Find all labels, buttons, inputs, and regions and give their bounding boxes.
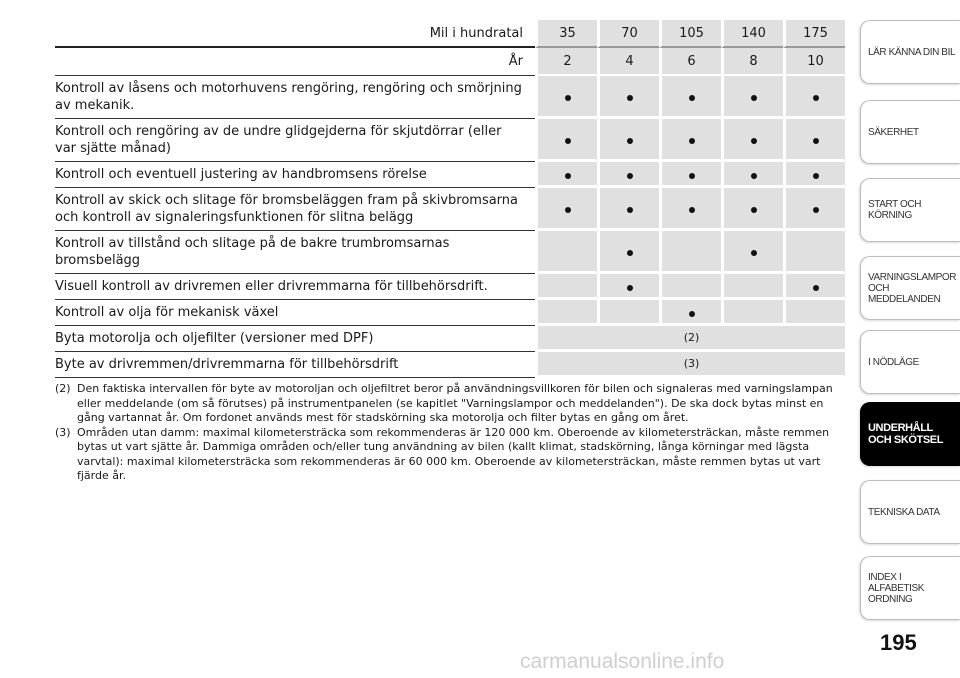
maintenance-content: [55, 20, 845, 484]
schedule-cell: [721, 274, 783, 300]
chapter-tab[interactable]: [860, 20, 960, 84]
maintenance-schedule-table: [55, 20, 845, 378]
chapter-tab-label: START OCH KÖRNING: [868, 199, 922, 221]
schedule-cell: [659, 188, 721, 231]
bullet-icon: [751, 138, 757, 144]
schedule-cell: [597, 162, 659, 188]
header-distance-value: 105: [659, 20, 721, 48]
bullet-icon: [689, 311, 695, 317]
chapter-tab[interactable]: [860, 256, 960, 320]
chapter-tab-label: TEKNISKA DATA: [868, 506, 940, 518]
schedule-cell: [783, 76, 845, 119]
schedule-cell: [783, 188, 845, 231]
schedule-body: [55, 76, 845, 378]
schedule-cell: [659, 231, 721, 274]
schedule-row: [55, 231, 845, 274]
chapter-tab[interactable]: [860, 100, 960, 164]
bullet-icon: [751, 95, 757, 101]
schedule-cell: [783, 119, 845, 162]
chapter-tab-label: UNDERHÅLL OCH SKÖTSEL: [868, 422, 944, 446]
footnotes: [55, 382, 845, 484]
bullet-icon: [813, 173, 819, 179]
schedule-cell: [721, 119, 783, 162]
watermark: carmanualsonline.info: [520, 650, 725, 673]
bullet-icon: [565, 95, 571, 101]
schedule-cell: [659, 76, 721, 119]
bullet-icon: [813, 285, 819, 291]
header-year-label: År: [55, 48, 535, 76]
chapter-tab[interactable]: [860, 402, 960, 466]
bullet-icon: [627, 285, 633, 291]
chapter-tab-label: I NÖDLÄGE: [868, 356, 919, 368]
footnote-text: Områden utan damm: maximal kilometersträcka som rekommenderas är 120 000 km. Oberoende av kilometersträckan, måste remmen bytas ut vart sjätte år. Dammiga områden och/eller tung användning av bilen (kallt klimat, stadskörning, långa körningar med lägsta varvtal): maximal kilometersträcka som rekommenderas är 60 000 km. Oberoende av kilometersträckan, måste remmen bytas ut vart fjärde år.: [77, 425, 830, 482]
header-distance-value: 35: [535, 20, 597, 48]
bullet-icon: [813, 95, 819, 101]
schedule-cell: [783, 162, 845, 188]
chapter-tab[interactable]: [860, 480, 960, 544]
schedule-footnote-ref: (2): [535, 326, 845, 352]
schedule-cell: [535, 274, 597, 300]
header-distance-label: Mil i hundratal: [55, 20, 535, 48]
header-year-value: 8: [721, 48, 783, 76]
header-year-value: 4: [597, 48, 659, 76]
schedule-cell: [659, 162, 721, 188]
schedule-row-label: Byta motorolja och oljefilter (versioner med DPF): [55, 326, 535, 352]
bullet-icon: [565, 138, 571, 144]
chapter-tab[interactable]: [860, 178, 960, 242]
bullet-icon: [565, 207, 571, 213]
schedule-cell: [535, 300, 597, 326]
header-distance-value: 70: [597, 20, 659, 48]
bullet-icon: [689, 173, 695, 179]
bullet-icon: [627, 95, 633, 101]
bullet-icon: [627, 207, 633, 213]
schedule-cell: [597, 119, 659, 162]
schedule-row-label: Kontroll och rengöring av de undre glidgejderna för skjutdörrar (eller var sjätte månad): [55, 119, 535, 162]
footnote: [55, 382, 845, 426]
schedule-row-label: Visuell kontroll av drivremen eller drivremmarna för tillbehörsdrift.: [55, 274, 535, 300]
schedule-row-label: Byte av drivremmen/drivremmarna för tillbehörsdrift: [55, 352, 535, 378]
schedule-cell: [721, 162, 783, 188]
schedule-row-label: Kontroll av olja för mekanisk växel: [55, 300, 535, 326]
bullet-icon: [751, 173, 757, 179]
schedule-cell: [597, 300, 659, 326]
bullet-icon: [627, 138, 633, 144]
header-distance-row: [55, 20, 845, 48]
schedule-row: [55, 352, 845, 378]
schedule-row: [55, 76, 845, 119]
schedule-row: [55, 119, 845, 162]
bullet-icon: [689, 138, 695, 144]
bullet-icon: [565, 173, 571, 179]
bullet-icon: [689, 207, 695, 213]
footnote-number: (2): [55, 382, 71, 395]
schedule-cell: [597, 188, 659, 231]
header-year-row: [55, 48, 845, 76]
schedule-row-label: Kontroll av skick och slitage för bromsbeläggen fram på skivbromsarna och kontroll av signaleringsfunktionen för slitna belägg: [55, 188, 535, 231]
chapter-tabs: [860, 0, 960, 678]
header-year-value: 2: [535, 48, 597, 76]
footnote-number: (3): [55, 425, 71, 439]
schedule-row-label: Kontroll av tillstånd och slitage på de bakre trumbromsarnas bromsbelägg: [55, 231, 535, 274]
schedule-row-label: Kontroll av låsens och motorhuvens rengöring, rengöring och smörjning av mekanik.: [55, 76, 535, 119]
schedule-cell: [783, 231, 845, 274]
chapter-tab-label: LÄR KÄNNA DIN BIL: [868, 46, 956, 58]
schedule-cell: [597, 274, 659, 300]
schedule-row: [55, 274, 845, 300]
schedule-row: [55, 300, 845, 326]
bullet-icon: [689, 95, 695, 101]
chapter-tab-label: INDEX I ALFABETISK ORDNING: [868, 571, 925, 605]
chapter-tab-label: VARNINGSLAMPOR OCH MEDDELANDEN: [868, 271, 957, 305]
schedule-cell: [783, 274, 845, 300]
footnote: [55, 426, 845, 484]
header-distance-value: 140: [721, 20, 783, 48]
schedule-row: [55, 188, 845, 231]
schedule-cell: [597, 76, 659, 119]
schedule-cell: [721, 188, 783, 231]
bullet-icon: [813, 207, 819, 213]
bullet-icon: [751, 207, 757, 213]
schedule-cell: [597, 231, 659, 274]
schedule-cell: [783, 300, 845, 326]
schedule-cell: [535, 231, 597, 274]
schedule-cell: [535, 76, 597, 119]
schedule-cell: [535, 162, 597, 188]
bullet-icon: [627, 250, 633, 256]
schedule-cell: [535, 188, 597, 231]
header-year-value: 6: [659, 48, 721, 76]
chapter-tab[interactable]: [860, 330, 960, 394]
schedule-row: [55, 162, 845, 188]
schedule-row: [55, 326, 845, 352]
header-year-value: 10: [783, 48, 845, 76]
bullet-icon: [813, 138, 819, 144]
schedule-cell: [659, 274, 721, 300]
schedule-cell: [659, 300, 721, 326]
header-distance-value: 175: [783, 20, 845, 48]
schedule-cell: [721, 231, 783, 274]
schedule-cell: [535, 119, 597, 162]
page-number: 195: [880, 630, 917, 655]
chapter-tab-label: SÄKERHET: [868, 126, 919, 138]
schedule-cell: [659, 119, 721, 162]
schedule-cell: [721, 300, 783, 326]
schedule-cell: [721, 76, 783, 119]
chapter-tab[interactable]: [860, 556, 960, 620]
schedule-footnote-ref: (3): [535, 352, 845, 378]
footnote-text: Den faktiska intervallen för byte av motoroljan och oljefiltret beror på användningsvillkoren för bilen och signaleras med varningslampan eller meddelande (om så förutses) på instrumentpanelen (se kapitlet "Varningslampor och meddelanden"). De ska dock bytas minst en gång vartannat år. Om fordonet används mest för stadskörning ska motorolja och filter bytas en gång om året.: [77, 382, 833, 424]
bullet-icon: [751, 250, 757, 256]
bullet-icon: [627, 173, 633, 179]
schedule-row-label: Kontroll och eventuell justering av handbromsens rörelse: [55, 162, 535, 188]
